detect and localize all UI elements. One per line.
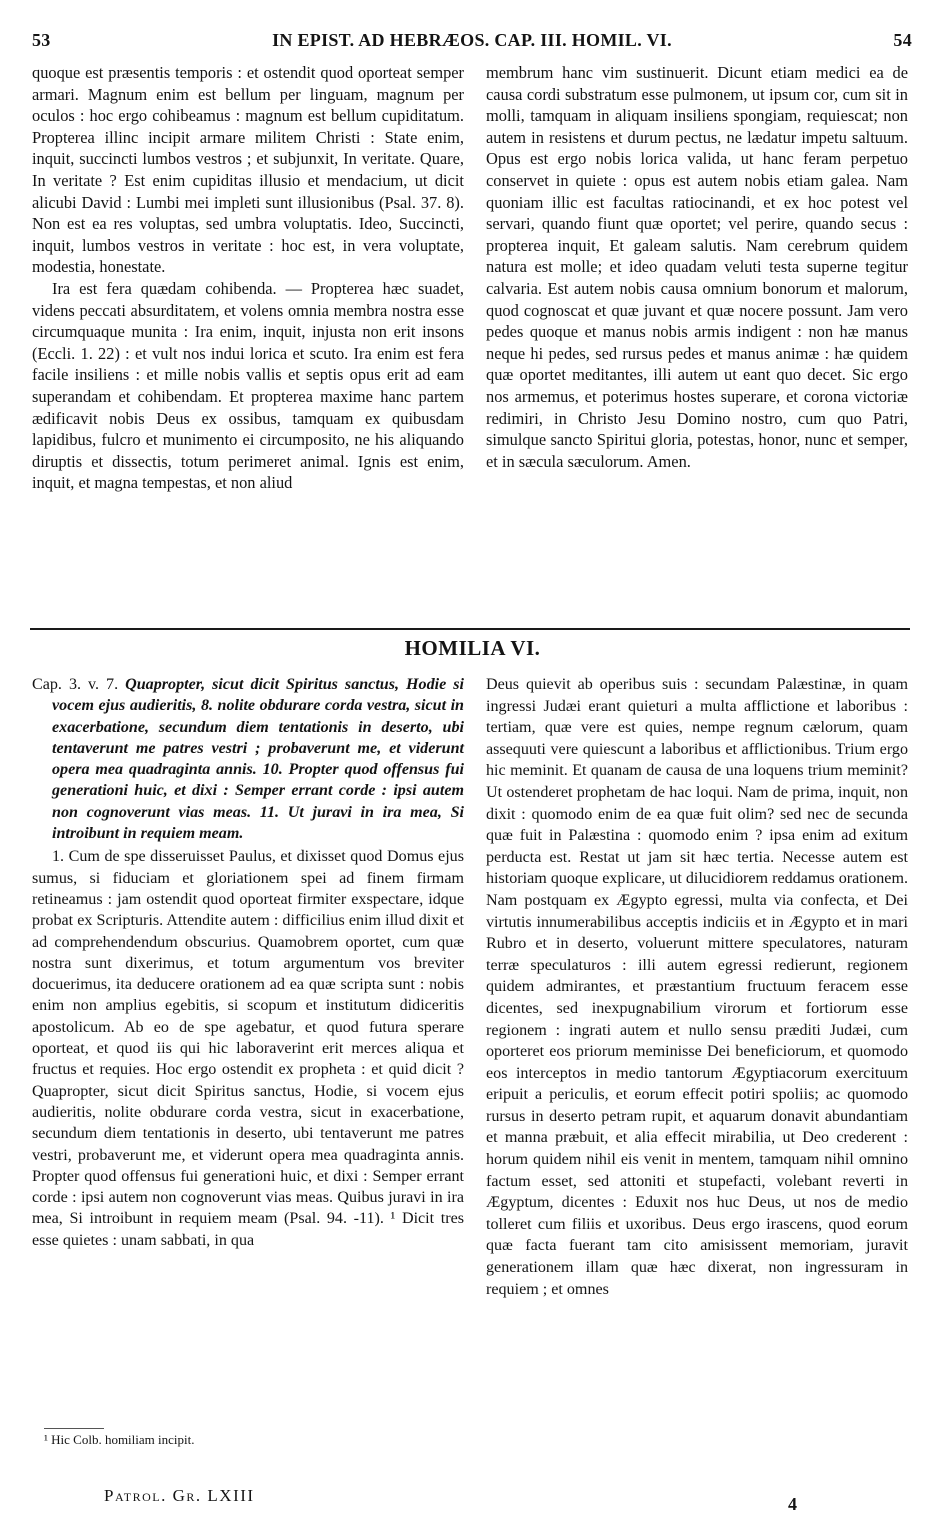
- paragraph: membrum hanc vim sustinuerit. Dicunt etiam medici ea de causa cordi substratum esse pulmonem, ut ipsum cor, cum sit in molli, tamquam in aliquam insiliens spongiam, requiescat; non autem in resistens et durum pectus, ne lædatur impetu saltuum. Opus est ergo nobis lorica valida, ut hanc feram perpetuo conservet in quiete : opus est autem nobis etiam galea. Nam quoniam illic est facultas ratiocinandi, et ex hoc potest vel servari, quando fiunt quæ oportet; vel perire, quando secus : propterea inquit, Et galeam salutis. Nam cerebrum quidem natura est molle; et ideo quadam veluti testa superne tegitur calvaria. Est autem nobis causa omnium bonorum et malorum, quod cognoscat et quæ juvant et quæ nocere possunt. Jam vero pedes quoque et manus nobis armis indigent : non hæ manus neque hi pedes, sed rursus pedes et manus animæ : hæ quidem quæ oportet meditantes, illi autem ut eant quo decet. Sic ergo nos armemus, et poterimus hostes superare, et corona victoriæ redimiri, in Christo Jesu Domino nostro, cum quo Patri, simulque sancto Spiritui gloria, potestas, honor, nunc et semper, et in sæcula sæculorum. Amen.: [486, 63, 908, 471]
- section-divider: [30, 628, 910, 630]
- page-number-left: 53: [32, 30, 51, 50]
- signature-number: 4: [788, 1494, 797, 1514]
- top-right-column: [486, 62, 908, 472]
- paragraph: Ira est fera quædam cohibenda. — Propterea hæc suadet, videns peccati absurditatem, et volens omnia membra nostra esse circumquaque munita : Ira enim, inquit, injusta non erit insons (Eccli. 1. 22) : et vult nos indui lorica et scuto. Ira enim est fera facile insiliens : et mille nobis vallis et septis opus erit ad eam superandam et cohibendam. Et propterea maxime hanc partem ædificavit nobis Deus ex ossibus, tamquam ex quibusdam lapidibus, fulcro et munimento ei circumposito, ne his aliquando diruptis et dissectis, totum perimeret animal. Ignis est enim, inquit, et magna tempestas, et non aliud: [32, 278, 464, 493]
- top-left-column: [32, 62, 464, 494]
- homily-title: HOMILIA VI.: [404, 636, 541, 660]
- bottom-left-column: [32, 674, 464, 1251]
- bottom-right-column: [486, 674, 908, 1300]
- paragraph: quoque est præsentis temporis : et ostendit quod oporteat semper armari. Magnum enim est bellum per linguam, magnum per oculos : hoc ergo cohibeamus : magnum est bellum cupiditatum. Propterea illinc incipit armare militem Christi : State enim, inquit, succincti lumbos vestros ; et subjunxit, In veritate. Quare, In veritate ? Est enim cupiditas illusio et mendacium, ut dicit alicubi David : Lumbi mei impleti sunt illusionibus (Psal. 37. 8). Non est ea res voluptas, sed umbra voluptatis. Ideo, Succincti, inquit, lumbos vestros in veritate : hoc est, in vera voluptate, modestia, honestate.: [32, 63, 464, 277]
- page-number-right: 54: [893, 30, 912, 50]
- printer-signature: Patrol. Gr. LXIII: [104, 1486, 255, 1505]
- paragraph: Deus quievit ab operibus suis : secundam Palæstinæ, in quam ingressi Judæi erant quieturi a multa afflictione et laboribus : tertiam, quæ vere est quies, nempe regnum cælorum, quam assequuti vere quiescunt a laboribus et afflictionibus. Trium ergo hic meminit. Et quanam de causa de una loquens trium meminit? Ut ostenderet prophetam de hac loqui. Nam de prima, inquit, non dixit : quomodo enim de ea quæ fuit olim? sed nec de secunda quæ fuit in Palæstina : quomodo enim ? ipsa enim ad exitum perducta est. Restat ut jam sit hæc tertia. Necesse autem est historiam quoque explicare, ut dilucidiorem reddamus orationem. Nam postquam ex Ægypto egressi, multa via confecta, et Dei virtutis innumerabilibus acceptis indiciis et in Ægypto et in mari Rubro et in deserto, voluerunt mittere speculatores, naturam terræ speculaturos : illi autem egressi redierunt, regionem quidem admirantes, et præstantium fructuum feracem esse dicentes, sed inexpugnabilium virorum et fortiorum esse regionem : ingrati autem et nullo sensu præditi Judæi, cum oporteret eos priorum meminisse Dei beneficiorum, et quomodo eos interceptos in medio tantorum Ægyptiacorum exercituum eripuit a periculis, et eorum effecit potiri spoliis; ac quomodo rursus in deserto petram rupit, et aquarum donavit abundantiam et manna præbuit, et alia effecit mirabilia, ut Deo crederent : horum quidem nihil eis venit in mentem, tamquam nihil omnino factum esset, sed attoniti et stupefacti, volebant reverti in Ægyptum, dicentes : Eduxit nos huc Deus, ut nos de medio tolleret cum filiis et uxoribus. Deus ergo irascens, quod eorum quæ facta fuerant tam cito amisissent memoriam, juravit generationem illam quæ hæc dixerat, non ingressuram in requiem ; et omnes: [486, 676, 908, 1298]
- scripture-passage: [32, 674, 464, 844]
- running-title: IN EPIST. AD HEBRÆOS. CAP. III. HOMIL. VI.: [272, 30, 672, 50]
- running-head: [32, 30, 912, 54]
- footnote-divider: [44, 1428, 104, 1429]
- paragraph: 1. Cum de spe disseruisset Paulus, et dixisset quod Domus ejus sumus, si fiduciam et gloriationem spei ad finem firmam retineamus : jam ostendit quod oporteat firmiter exspectare, idque probat ex Scripturis. Attendite autem : difficilius enim illud dixit et ad comprehendendum obscurius. Quamobrem oportet, cum quæ nostra sunt dixerimus, et totum argumentum vos breviter docuerimus, ita deducere orationem ad ea quæ scripta sunt : nobis enim non amplius egebitis, si scopum et institutum didiceritis apostolicum. Ab eo de spe agebatur, et quod futura sperare oporteat, et quod iis qui hic laboraverint erit merces aliqua et fructus et requies. Hoc ergo ostendit ex propheta : et quid dicit ? Quapropter, sicut dicit Spiritus sanctus, Hodie, si vocem ejus audieritis, nolite obdurare corda vestra, sicut in exacerbatione, secundum diem tentationis in deserto, ubi tentaverunt me patres vestri, probaverunt me, et viderunt opera mea quadraginta annis. Propter quod offensus fui generationi huic, et dixi : Semper errant corde : ipsi autem non cognoverunt vias meas. Quibus juravi in ira mea, Si introibunt in requiem meam (Psal. 94. -11). ¹ Dicit tres esse quietes : unam sabbati, in qua: [32, 848, 464, 1249]
- scripture-text: Quapropter, sicut dicit Spiritus sanctus, Hodie si vocem ejus audieritis, 8. nolite obdurare corda vestra, sicut in exacerbatione, secundum diem tentationis in deserto, ubi tentaverunt me patres vestri ; probaverunt me, et viderunt opera mea quadraginta annis. 10. Propter quod offensus fui generationi huic, et dixi : Semper errant corde : ipsi autem non cognoverunt vias meas. 11. Ut juravi in ira mea, Si introibunt in requiem meam.: [52, 676, 464, 843]
- scripture-reference: Cap. 3. v. 7.: [32, 676, 119, 693]
- footnote: ¹ Hic Colb. homiliam incipit.: [44, 1432, 195, 1447]
